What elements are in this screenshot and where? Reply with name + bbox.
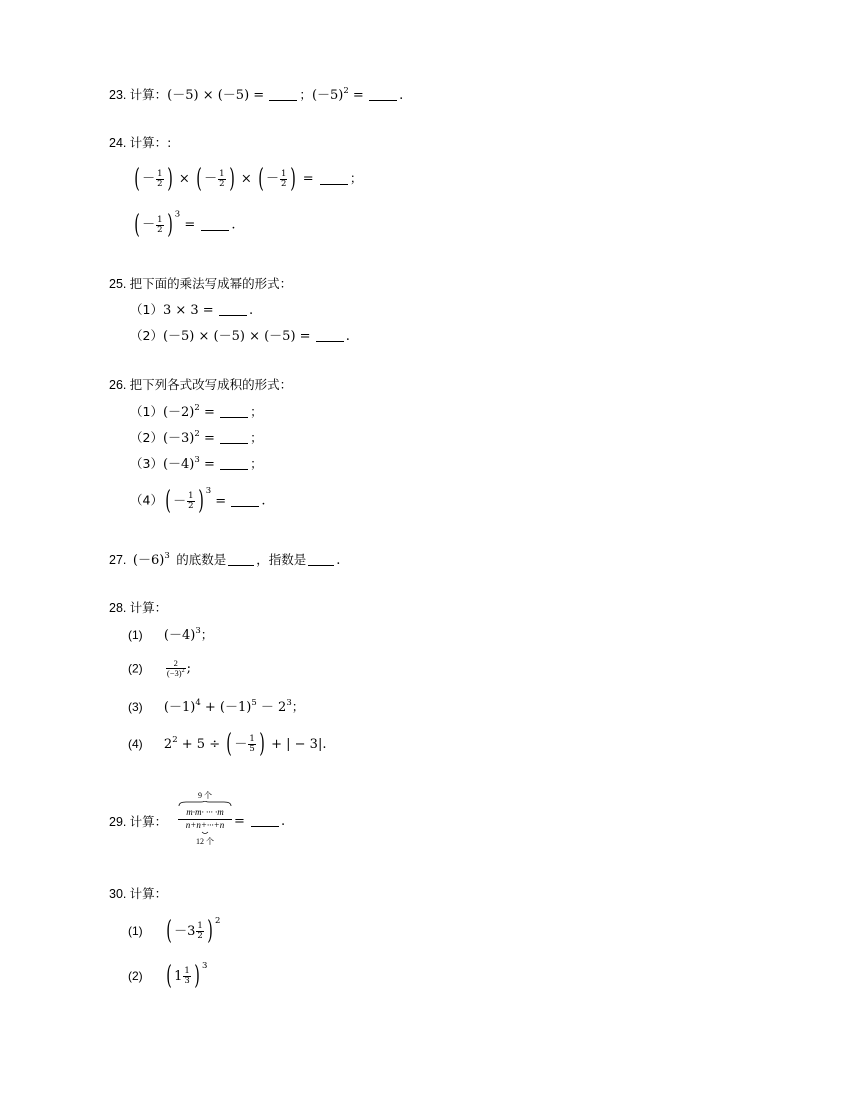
question-prompt: 计算： (129, 886, 168, 901)
answer-blank[interactable] (269, 99, 297, 101)
q26-item-4: （4）( － $\frac{1}{2}$ ) $^3$ = . (130, 485, 266, 516)
answer-blank[interactable] (220, 442, 248, 444)
question-number: 23. (109, 88, 127, 102)
question-number: 27. (109, 553, 127, 567)
q29-fraction: 9 个 m·m· ··· ·m n+n+···+n 12 个 (178, 792, 232, 846)
question-number: 30. (109, 887, 127, 901)
q24-line-2: ( － $\frac{1}{2}$ ) $^3$ = . (134, 209, 236, 240)
q28-item-1: (1) $(-4)^3$； (128, 626, 214, 643)
q30-item-1: (1) ( －3 $\frac{1}{2}$ ) $^2$ (128, 915, 221, 946)
question-30 (109, 887, 167, 901)
question-25 (109, 277, 292, 291)
q29-tail: = . (234, 814, 286, 829)
q26-item-3: $(3)(-4)^3$ = ； (130, 455, 263, 472)
q28-item-4: (4) $2^2 + 5$ ÷ ( － $\frac{1}{5}$ ) + | − 3|. (128, 729, 327, 759)
question-28 (109, 601, 167, 615)
answer-blank[interactable] (251, 825, 279, 827)
expression: $(-5)^2$ = (311, 86, 364, 103)
answer-blank[interactable] (308, 564, 334, 566)
answer-blank[interactable] (231, 505, 259, 507)
question-prompt: 计算： (129, 87, 168, 102)
answer-blank[interactable] (316, 340, 344, 342)
question-29 (109, 815, 167, 829)
question-23 (109, 88, 403, 102)
q28-item-3: (3) $(-1)^4 + (-1)^5 - 2^3$； (128, 698, 305, 715)
question-number: 25. (109, 277, 127, 291)
answer-blank[interactable] (219, 314, 247, 316)
separator: ； (299, 87, 312, 102)
question-prompt: 把下面的乘法写成幂的形式： (129, 276, 293, 291)
answer-blank[interactable] (228, 564, 254, 566)
question-number: 29. (109, 815, 127, 829)
question-number: 26. (109, 378, 127, 392)
question-26 (109, 378, 292, 392)
q24-line-1: ( － $\frac{1}{2}$ ) × ( － $\frac{1}{2}$ ) × ( － $\frac{1}{2}$ ) = ； (134, 164, 363, 194)
answer-blank[interactable] (201, 229, 229, 231)
answer-blank[interactable] (220, 416, 248, 418)
period: . (399, 88, 404, 103)
answer-blank[interactable] (320, 183, 348, 185)
expression: (－5) × (－5) = (167, 88, 265, 103)
question-prompt: 计算：: (129, 135, 172, 150)
q30-item-2: (2) ( 1 $\frac{1}{3}$ ) $^3$ (128, 960, 208, 991)
question-number: 24. (109, 136, 127, 150)
q28-item-2: (2) $\frac{2}{(-3)^2}$ ; (128, 658, 192, 678)
q26-item-2: $(2)(-3)^2$ = ； (130, 429, 263, 446)
q25-item-2: （2）(－5) × (－5) × (－5) = . (130, 328, 350, 344)
question-27: 27. $(-6)^3$ 的底数是 ，指数是 . (109, 551, 341, 568)
question-number: 28. (109, 601, 127, 615)
answer-blank[interactable] (220, 468, 248, 470)
q25-item-1: （1）3 × 3 = . (130, 302, 254, 318)
question-prompt: 计算： (129, 600, 168, 615)
question-prompt: 把下列各式改写成积的形式： (129, 377, 293, 392)
q26-item-1: $(1)(-2)^2$ = ； (130, 403, 263, 420)
question-24 (109, 136, 171, 150)
question-prompt: 计算： (129, 814, 168, 829)
answer-blank[interactable] (369, 99, 397, 101)
